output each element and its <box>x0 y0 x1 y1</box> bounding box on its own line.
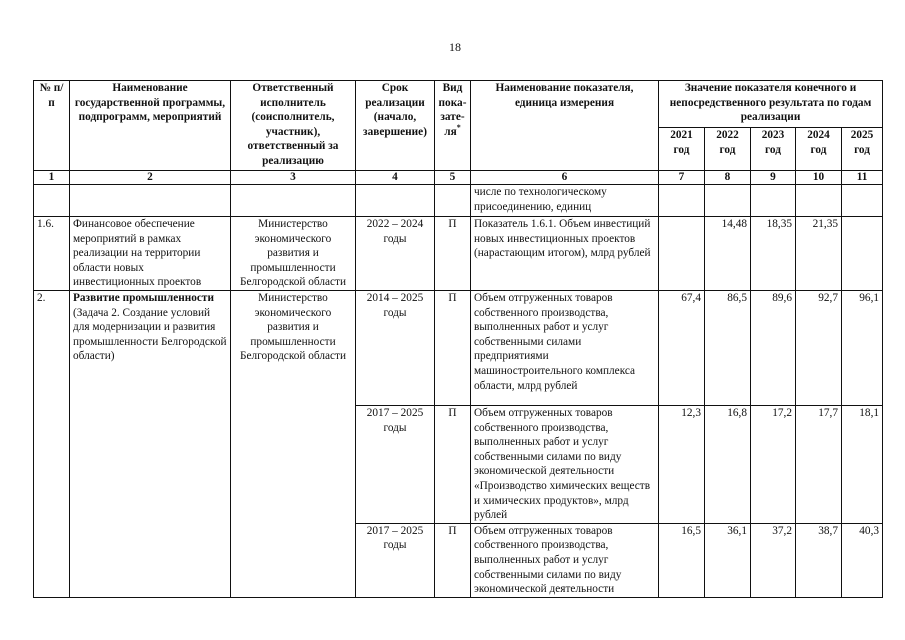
column-number: 8 <box>705 171 751 185</box>
value-2022: 36,1 <box>705 523 751 597</box>
value-2024: 92,7 <box>796 290 842 405</box>
term-cell: 2017 – 2025 годы <box>356 405 435 523</box>
kind-cell: П <box>435 523 471 597</box>
header-kind-footnote-mark: * <box>456 123 461 133</box>
term-cell: 2017 – 2025 годы <box>356 523 435 597</box>
value-2022: 86,5 <box>705 290 751 405</box>
value-2022: 16,8 <box>705 405 751 523</box>
page-number: 18 <box>449 40 461 54</box>
header-year-2024: 2024 год <box>796 128 842 171</box>
column-number: 9 <box>751 171 796 185</box>
indicator-cell: числе по технологическому присоединению, единиц <box>471 185 659 217</box>
value-2021 <box>659 217 705 291</box>
term-cell: 2014 – 2025 годы <box>356 290 435 405</box>
value-2024: 38,7 <box>796 523 842 597</box>
header-year-2025: 2025 год <box>842 128 883 171</box>
column-number: 11 <box>842 171 883 185</box>
header-kind-text: Вид пока-зате-ля <box>438 82 467 138</box>
row-number: 1.6. <box>34 217 70 291</box>
value-2021: 12,3 <box>659 405 705 523</box>
kind-cell: П <box>435 290 471 405</box>
value-2023: 89,6 <box>751 290 796 405</box>
value-2025: 40,3 <box>842 523 883 597</box>
value-2023: 18,35 <box>751 217 796 291</box>
term-cell: 2022 – 2024 годы <box>356 217 435 291</box>
header-values-group: Значение показателя конечного и непосредственного результата по годам реализации <box>659 81 883 128</box>
measure-name: Финансовое обеспечение мероприятий в рамках реализации на территории области новых инвестиционных проектов <box>70 217 231 291</box>
measure-name-bold: Развитие промышленности <box>73 291 214 304</box>
value-2025 <box>842 217 883 291</box>
header-year-2021: 2021 год <box>659 128 705 171</box>
column-number: 4 <box>356 171 435 185</box>
value-2024: 17,7 <box>796 405 842 523</box>
table-row <box>34 290 883 405</box>
measure-name <box>70 290 231 597</box>
value-2025: 96,1 <box>842 290 883 405</box>
executor-cell: Министерство экономического развития и промышленности Белгородской области <box>231 290 356 597</box>
value-2022: 14,48 <box>705 217 751 291</box>
indicator-cell: Объем отгруженных товаров собственного производства, выполненных работ и услуг собственными силами по виду экономической деятельности <box>471 523 659 597</box>
header-num: № п/п <box>34 81 70 171</box>
indicator-cell: Объем отгруженных товаров собственного производства, выполненных работ и услуг собственными силами предприятиями машиностроительного комплекса области, млрд рублей <box>471 290 659 405</box>
table-row <box>34 217 883 291</box>
header-year-2023: 2023 год <box>751 128 796 171</box>
column-number: 3 <box>231 171 356 185</box>
kind-cell: П <box>435 405 471 523</box>
value-2024: 21,35 <box>796 217 842 291</box>
column-number: 6 <box>471 171 659 185</box>
header-indicator: Наименование показателя, единица измерения <box>471 81 659 171</box>
executor-cell: Министерство экономического развития и промышленности Белгородской области <box>231 217 356 291</box>
column-number: 5 <box>435 171 471 185</box>
kind-cell: П <box>435 217 471 291</box>
indicator-cell: Показатель 1.6.1. Объем инвестиций новых инвестиционных проектов (нарастающим итогом), млрд рублей <box>471 217 659 291</box>
header-kind <box>435 81 471 171</box>
column-number: 1 <box>34 171 70 185</box>
header-year-2022: 2022 год <box>705 128 751 171</box>
indicators-table <box>33 80 883 598</box>
value-2023: 37,2 <box>751 523 796 597</box>
column-number: 10 <box>796 171 842 185</box>
header-executor: Ответственный исполнитель (соисполнитель, участник), ответственный за реализацию <box>231 81 356 171</box>
header-term: Срок реализации (начало, завершение) <box>356 81 435 171</box>
row-number: 2. <box>34 290 70 597</box>
value-2023: 17,2 <box>751 405 796 523</box>
indicator-cell: Объем отгруженных товаров собственного производства, выполненных работ и услуг собственными силами по виду экономической деятельности «Производство химических веществ и химических продуктов», млрд рублей <box>471 405 659 523</box>
value-2021: 67,4 <box>659 290 705 405</box>
header-name: Наименование государственной программы, подпрограмм, мероприятий <box>70 81 231 171</box>
value-2025: 18,1 <box>842 405 883 523</box>
value-2021: 16,5 <box>659 523 705 597</box>
table-row <box>34 185 883 217</box>
measure-name-rest: (Задача 2. Создание условий для модернизации и развития промышленности Белгородской области) <box>73 306 227 363</box>
column-number: 7 <box>659 171 705 185</box>
column-number: 2 <box>70 171 231 185</box>
column-numbers-row <box>34 171 883 185</box>
